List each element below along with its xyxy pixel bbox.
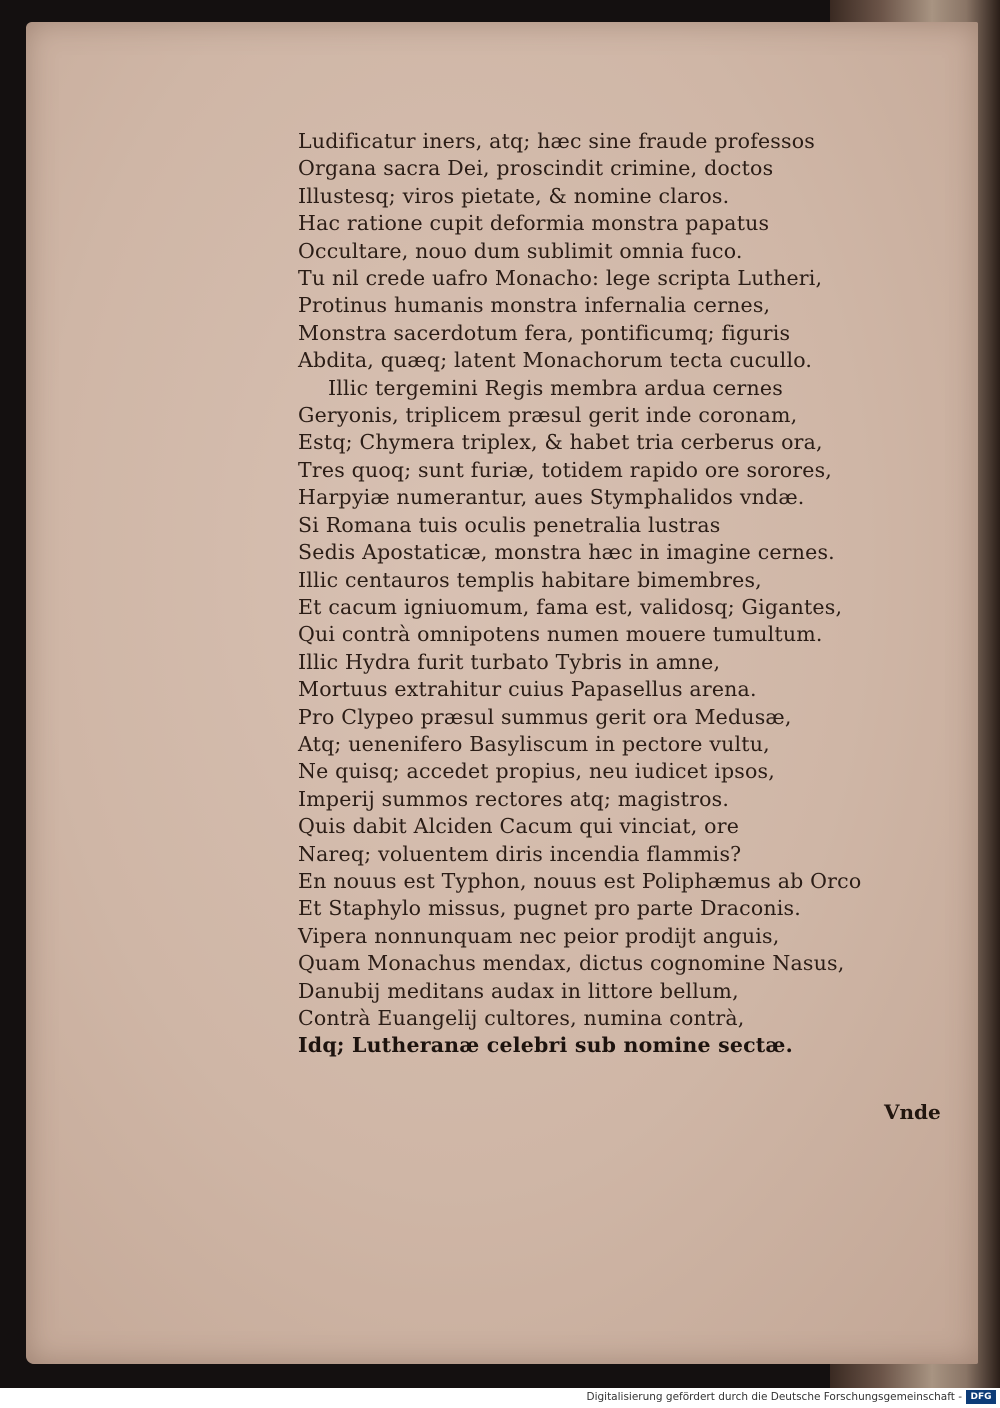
verse-line: Imperij summos rectores atq; magistros. <box>298 786 730 811</box>
verse-line: Illic tergemini Regis membra ardua cernes <box>328 375 783 400</box>
verse-line: Vipera nonnunquam nec peior prodijt anguis, <box>298 923 780 948</box>
verse-line: Hac ratione cupit deformia monstra papatus <box>298 211 770 236</box>
verse-line: Idq; Lutheranæ celebri sub nomine sectæ. <box>298 1033 793 1058</box>
verse-line: Quam Monachus mendax, dictus cognomine Nasus, <box>298 951 845 976</box>
verse-line: Et cacum igniuomum, fama est, validosq; Gigantes, <box>298 594 843 619</box>
verse-line: Estq; Chymera triplex, & habet tria cerberus ora, <box>298 430 823 455</box>
verse-text <box>298 128 861 1060</box>
footer <box>0 1388 1000 1408</box>
verse-line: Pro Clypeo præsul summus gerit ora Medusæ, <box>298 704 792 729</box>
verse-line: Tu nil crede uafro Monacho: lege scripta Lutheri, <box>298 266 823 291</box>
verse-line: Monstra sacerdotum fera, pontificumq; figuris <box>298 320 791 345</box>
verse-line: Atq; uenenifero Basyliscum in pectore vultu, <box>298 731 770 756</box>
verse-line: Danubij meditans audax in littore bellum, <box>298 978 739 1003</box>
verse-line: Geryonis, triplicem præsul gerit inde coronam, <box>298 403 798 428</box>
verse-line: Illustesq; viros pietate, & nomine claros. <box>298 183 730 208</box>
verse-line: Occultare, nouo dum sublimit omnia fuco. <box>298 238 743 263</box>
verse-line: Abdita, quæq; latent Monachorum tecta cucullo. <box>298 348 813 373</box>
verse-line: Harpyiæ numerantur, aues Stymphalidos vndæ. <box>298 485 805 510</box>
verse-line: Illic Hydra furit turbato Tybris in amne, <box>298 649 721 674</box>
verse-line: Et Staphylo missus, pugnet pro parte Draconis. <box>298 896 801 921</box>
verse-line: Ne quisq; accedet propius, neu iudicet ipsos, <box>298 759 775 784</box>
verse-line: Sedis Apostaticæ, monstra hæc in imagine cernes. <box>298 540 835 565</box>
verse-line: Quis dabit Alciden Cacum qui vinciat, ore <box>298 814 740 839</box>
catchword: Vnde <box>884 1100 941 1124</box>
verse-line: Mortuus extrahitur cuius Papasellus arena. <box>298 677 757 702</box>
verse-line: Organa sacra Dei, proscindit crimine, doctos <box>298 156 774 181</box>
verse-line: Ludificatur iners, atq; hæc sine fraude professos <box>298 129 816 153</box>
verse-line: Protinus humanis monstra infernalia cernes, <box>298 293 771 318</box>
verse-line: Si Romana tuis oculis penetralia lustras <box>298 512 721 537</box>
verse-line: Tres quoq; sunt furiæ, totidem rapido ore sorores, <box>298 457 833 482</box>
verse-line: En nouus est Typhon, nouus est Poliphæmus ab Orco <box>298 868 862 893</box>
verse-line: Nareq; voluentem diris incendia flammis? <box>298 841 742 866</box>
funding-note: Digitalisierung gefördert durch die Deutsche Forschungsgemeinschaft - <box>586 1391 962 1403</box>
verse-line: Contrà Euangelij cultores, numina contrà, <box>298 1006 745 1030</box>
dfg-logo-icon: DFG <box>966 1390 996 1404</box>
verse-line: Qui contrà omnipotens numen mouere tumultum. <box>298 622 823 647</box>
verse-line: Illic centauros templis habitare bimembres, <box>298 567 762 592</box>
